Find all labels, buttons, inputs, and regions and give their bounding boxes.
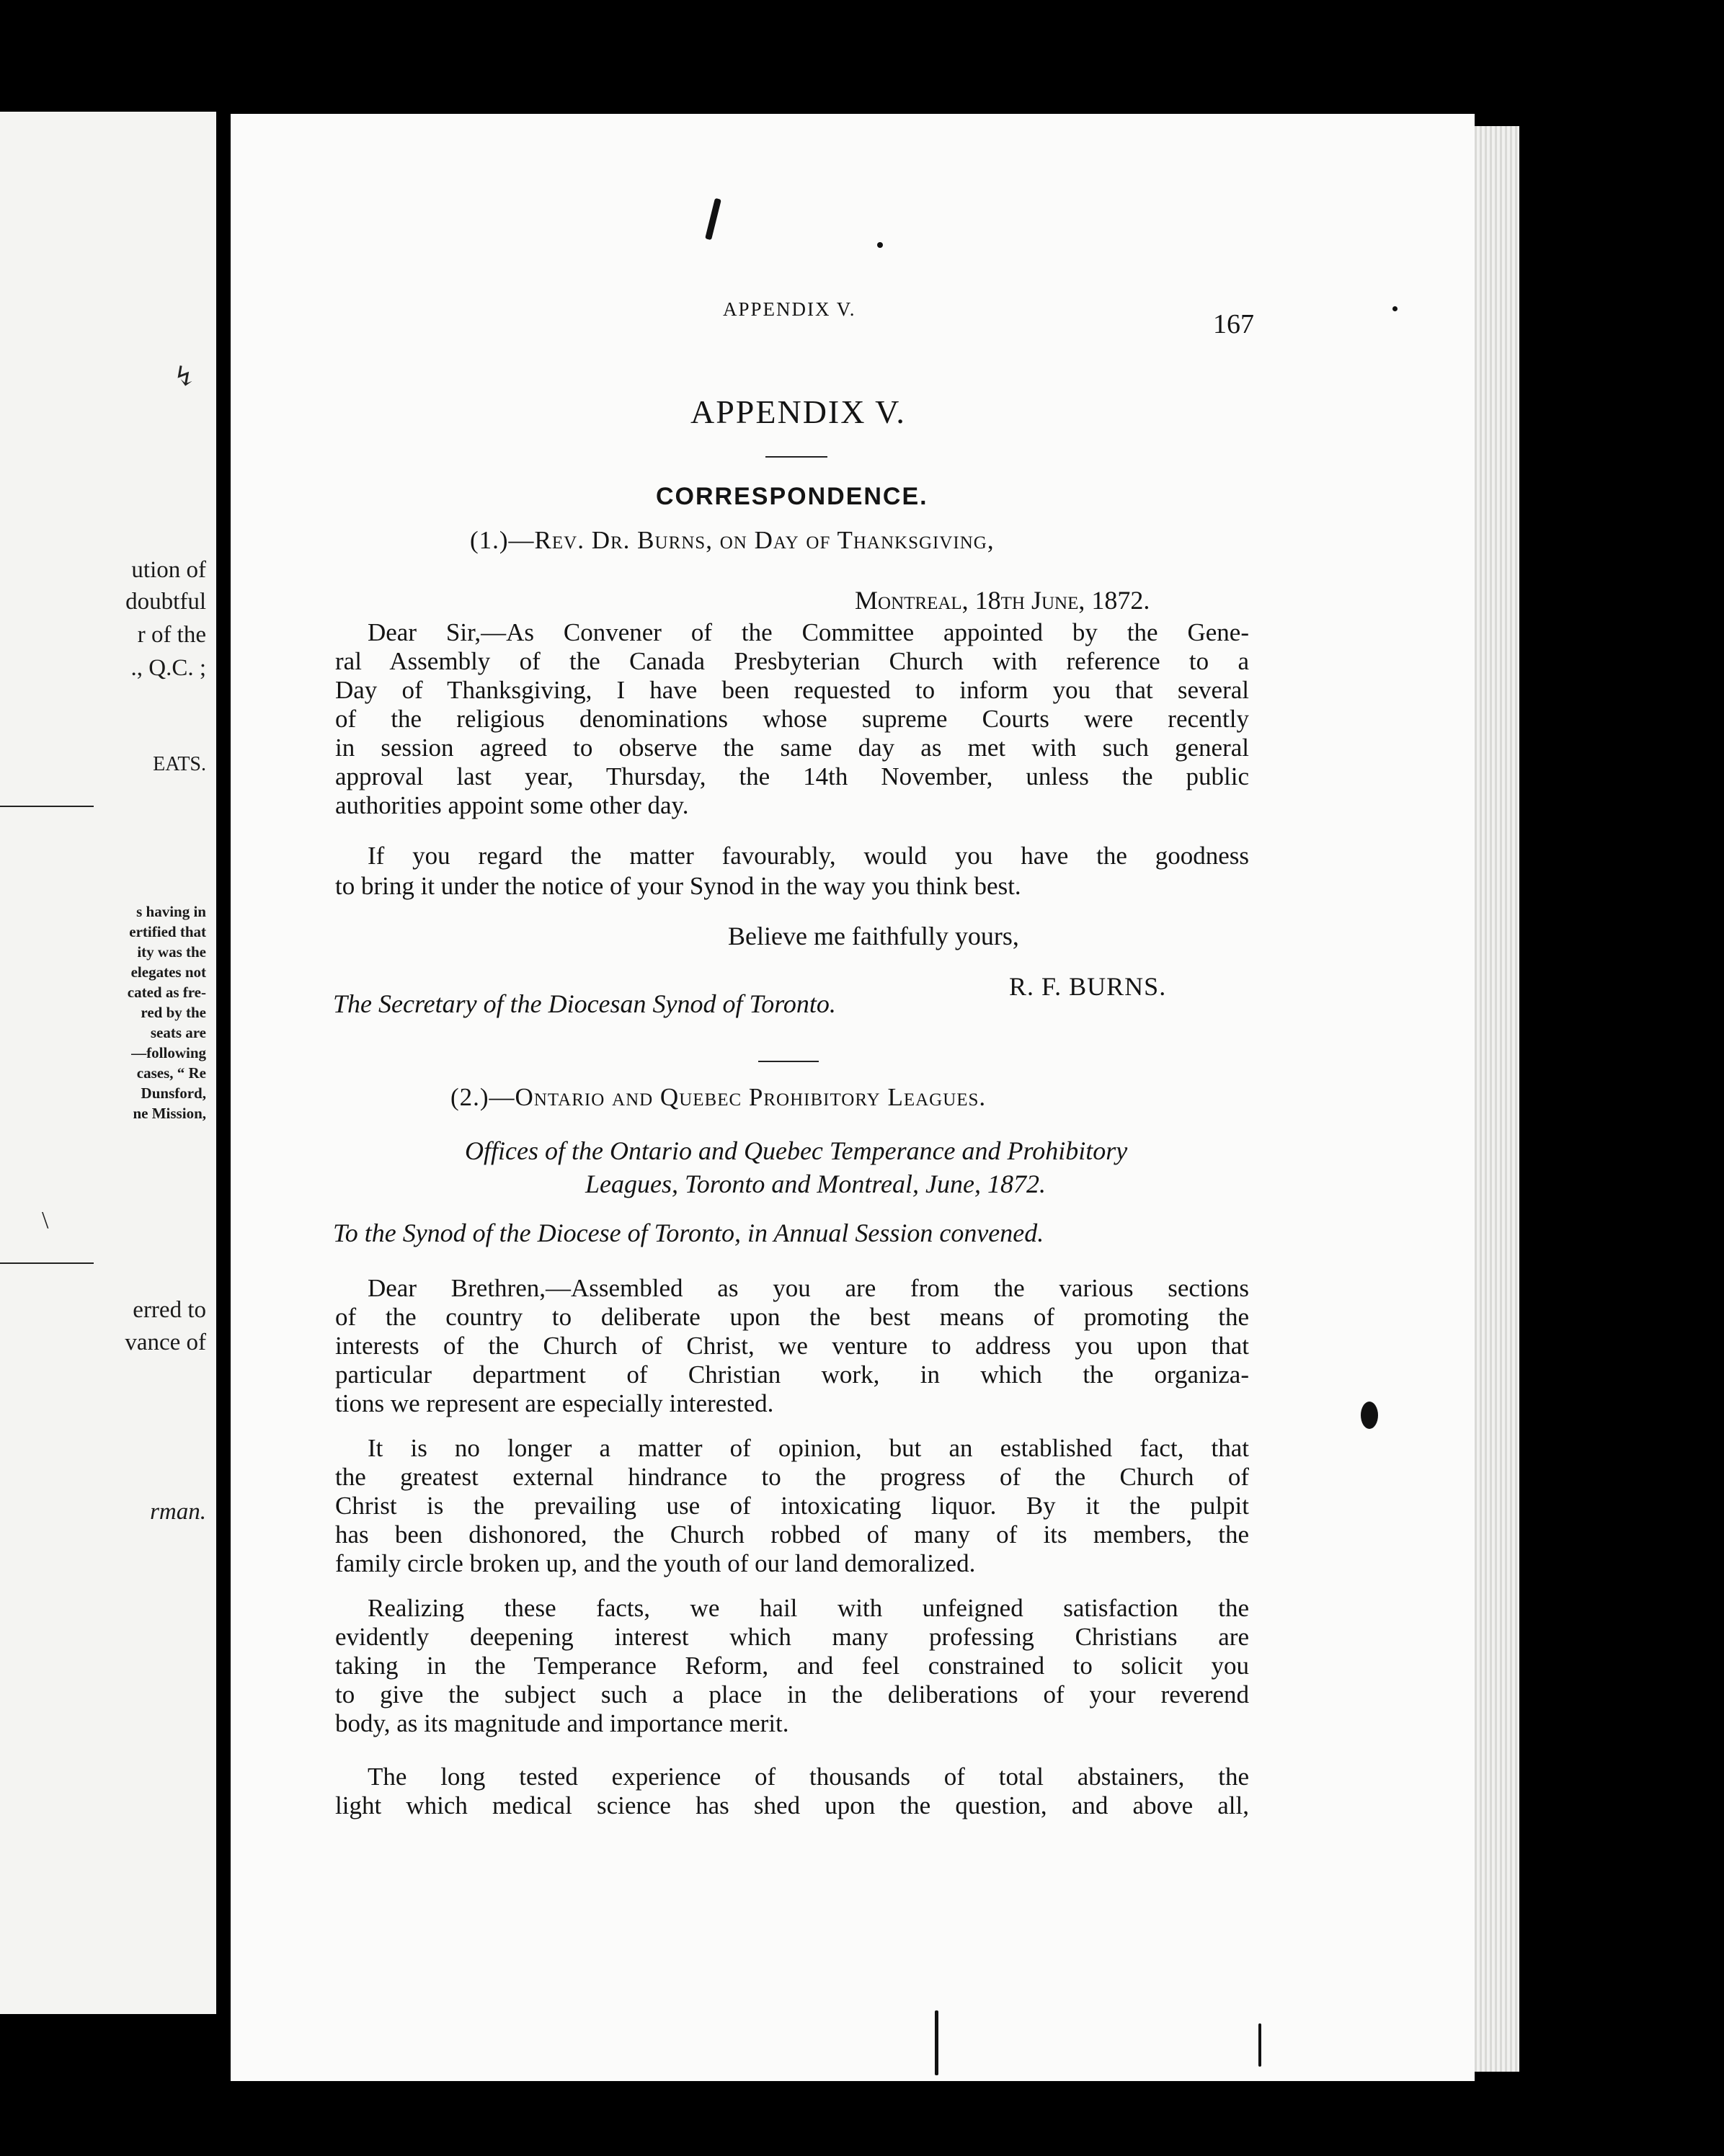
left-heading-fragment: EATS. bbox=[153, 753, 206, 775]
ink-mark: ↯ bbox=[173, 362, 196, 392]
letter1-para1-line: approval last year, Thursday, the 14th November, unless the public bbox=[335, 762, 1249, 790]
letter2-para1-line: interests of the Church of Christ, we venture to address you upon that bbox=[335, 1332, 1249, 1360]
letter2-para3-line: taking in the Temperance Reform, and feel constrained to solicit you bbox=[335, 1652, 1249, 1680]
letter1-para1-line: Dear Sir,—As Convener of the Committee appointed by the Gene- bbox=[368, 618, 1249, 646]
page-edges bbox=[1475, 126, 1519, 2072]
letter2-offices-line: Leagues, Toronto and Montreal, June, 1872. bbox=[585, 1170, 1046, 1198]
left-small-line: red by the bbox=[141, 1004, 206, 1021]
letter2-para3-line: evidently deepening interest which many professing Christians are bbox=[335, 1623, 1249, 1651]
left-small-line: —following bbox=[131, 1044, 206, 1061]
ink-speck bbox=[935, 2010, 938, 2075]
left-small-line: cases, “ Re bbox=[136, 1064, 206, 1082]
letter2-offices-line: Offices of the Ontario and Quebec Temperance and Prohibitory bbox=[465, 1136, 1128, 1165]
left-small-line: s having in bbox=[136, 903, 206, 920]
letter2-para2-line: It is no longer a matter of opinion, but an established fact, that bbox=[368, 1434, 1249, 1462]
letter2-para2-line: has been dishonored, the Church robbed of many of its members, the bbox=[335, 1520, 1249, 1549]
letter1-para1-line: of the religious denominations whose supreme Courts were recently bbox=[335, 705, 1249, 733]
ink-mark: \ bbox=[42, 1207, 49, 1234]
left-small-line: ne Mission, bbox=[133, 1105, 206, 1122]
running-head: APPENDIX V. bbox=[723, 298, 856, 320]
title-rule bbox=[765, 456, 827, 458]
letter1-para2-line: If you regard the matter favourably, would you have the goodness bbox=[368, 842, 1249, 870]
letter1-signature: R. F. BURNS. bbox=[1009, 972, 1167, 1001]
appendix-title: APPENDIX V. bbox=[690, 393, 906, 430]
left-small-line: cated as fre- bbox=[127, 984, 206, 1001]
page-number: 167 bbox=[1213, 309, 1254, 339]
letter2-para2-line: family circle broken up, and the youth of our land demoralized. bbox=[335, 1549, 976, 1577]
left-small-line: ertified that bbox=[129, 923, 206, 940]
letter1-para1-line: Day of Thanksgiving, I have been requested to inform you that several bbox=[335, 676, 1249, 704]
letter1-para1-line: ral Assembly of the Canada Presbyterian Church with reference to a bbox=[335, 647, 1249, 675]
letter1-para2-line: to bring it under the notice of your Synod in the way you think best. bbox=[335, 872, 1021, 900]
letter1-closing: Believe me faithfully yours, bbox=[728, 922, 1019, 950]
left-line: r of the bbox=[137, 622, 206, 648]
letter2-para3-line: Realizing these facts, we hail with unfeigned satisfaction the bbox=[368, 1594, 1249, 1622]
section-rule bbox=[758, 1061, 819, 1062]
letter1-heading: (1.)—Rev. Dr. Burns, on Day of Thanksgiving, bbox=[470, 526, 995, 554]
left-italic-fragment: rman. bbox=[150, 1499, 206, 1525]
letter2-para4-line: light which medical science has shed upon the question, and above all, bbox=[335, 1791, 1249, 1819]
section-heading: CORRESPONDENCE. bbox=[656, 483, 928, 510]
left-rule bbox=[0, 1262, 94, 1264]
letter2-para1-line: Dear Brethren,—Assembled as you are from the various sections bbox=[368, 1274, 1249, 1302]
letter1-dateline: Montreal, 18th June, 1872. bbox=[855, 586, 1150, 615]
left-line: erred to bbox=[133, 1297, 206, 1323]
ink-speck bbox=[1258, 2023, 1261, 2067]
left-small-line: elegates not bbox=[130, 963, 206, 981]
letter2-para1-line: tions we represent are especially interested. bbox=[335, 1389, 774, 1417]
letter2-para1-line: of the country to deliberate upon the best means of promoting the bbox=[335, 1303, 1249, 1331]
letter1-para1-line: in session agreed to observe the same day as met with such general bbox=[335, 734, 1249, 762]
letter1-para1-line: authorities appoint some other day. bbox=[335, 791, 689, 819]
letter2-para4-line: The long tested experience of thousands of total abstainers, the bbox=[368, 1763, 1249, 1791]
letter2-para3-line: to give the subject such a place in the deliberations of your reverend bbox=[335, 1680, 1249, 1709]
left-small-line: seats are bbox=[150, 1024, 206, 1041]
ink-speck bbox=[1392, 306, 1398, 311]
left-small-line: Dunsford, bbox=[141, 1084, 206, 1102]
left-line: doubtful bbox=[125, 589, 206, 615]
ink-speck bbox=[877, 242, 883, 248]
left-small-line: ity was the bbox=[137, 943, 206, 961]
letter2-heading: (2.)—Ontario and Quebec Prohibitory Leagues. bbox=[450, 1083, 987, 1111]
letter1-addressee: The Secretary of the Diocesan Synod of Toronto. bbox=[333, 989, 836, 1018]
letter2-para1-line: particular department of Christian work, in which the organiza- bbox=[335, 1360, 1249, 1389]
left-line: ., Q.C. ; bbox=[130, 655, 206, 681]
letter2-para2-line: Christ is the prevailing use of intoxicating liquor. By it the pulpit bbox=[335, 1492, 1249, 1520]
left-line: ution of bbox=[131, 557, 206, 583]
left-page-fragment bbox=[0, 112, 216, 2014]
letter2-para2-line: the greatest external hindrance to the progress of the Church of bbox=[335, 1463, 1249, 1491]
left-rule bbox=[0, 806, 94, 807]
letter2-salutation: To the Synod of the Diocese of Toronto, in Annual Session convened. bbox=[333, 1219, 1044, 1247]
letter2-para3-line: body, as its magnitude and importance merit. bbox=[335, 1709, 789, 1737]
left-line: vance of bbox=[125, 1329, 206, 1355]
ink-speck bbox=[1361, 1402, 1378, 1429]
